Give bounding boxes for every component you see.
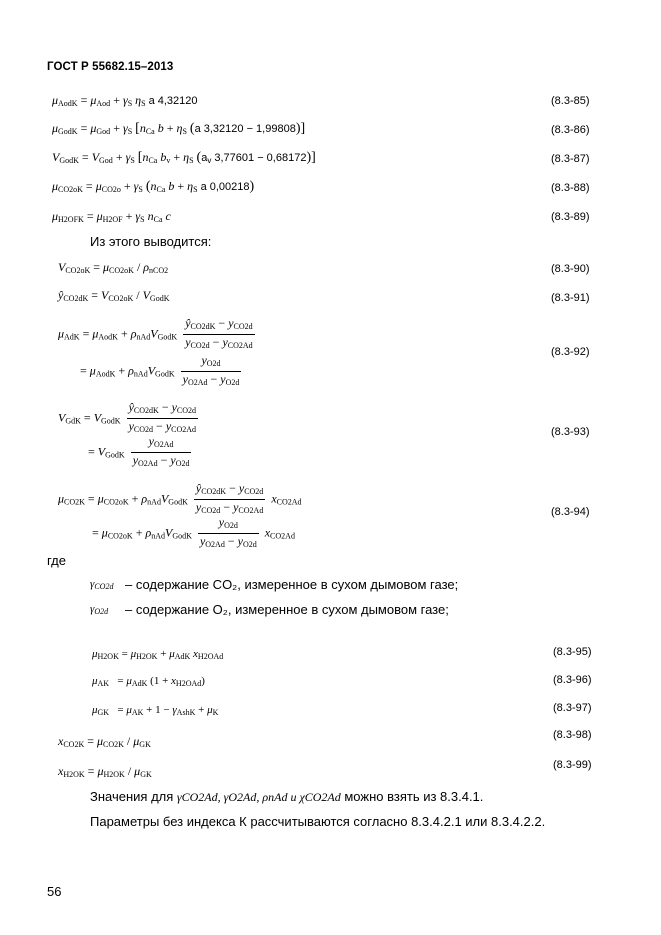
equation-number: (8.3-92) xyxy=(551,346,590,358)
equation-8-3-85: $\mu_{AodK} = \mu_{Aod} + \gamma_S$ $\eta_S$ a 4,32120 xyxy=(52,93,198,108)
values-suffix: можно взять из 8.3.4.1. xyxy=(344,789,484,804)
definition-symbol: $\gamma_{O2d}$ xyxy=(90,603,109,616)
equation-8-3-92-line2: = $\mu_{AodK} + \rho_{nAd}V_{GodK}$ $\frac{y_{O2d}}{y_{O2Ad} - y_{O2d}}$ xyxy=(80,353,240,387)
equation-8-3-93-line1: $V_{GdK} = V_{GodK}$ $\frac{ŷ_{CO2dK} - y_{CO2d}}{y_{CO2d} - y_{CO2Ad}}$ xyxy=(58,400,197,434)
equation-8-3-88: $\mu_{CO2oK} = \mu_{CO2o} + \gamma_S$ ($n_{Ca}$ $b + \eta_S$ a 0,00218) xyxy=(52,179,255,194)
equation-8-3-90: $V_{CO2oK} = \mu_{CO2oK} / \rho_{nCO2}$ xyxy=(58,260,169,275)
equation-number: (8.3-99) xyxy=(553,759,592,771)
equation-8-3-96: $\mu_{AK} = \mu_{AdK}$ $(1 + x_{H2OAd})$ xyxy=(92,675,205,688)
definition-symbol: $\gamma_{CO2d}$ xyxy=(90,578,114,591)
equation-number: (8.3-86) xyxy=(551,124,590,136)
values-prefix: Значения для xyxy=(90,789,174,804)
equation-8-3-89: $\mu_{H2OFK} = \mu_{H2OF} + \gamma_S$ $n_{Ca}$ c xyxy=(52,209,171,224)
where-label: где xyxy=(47,553,66,568)
equation-8-3-99: $x_{H2OK} = \mu_{H2OK} / \mu_{GK}$ xyxy=(58,764,152,779)
equation-number: (8.3-96) xyxy=(553,674,592,686)
definition-o2: – содержание O₂, измеренное в сухом дымовом газе; xyxy=(125,602,449,617)
equation-number: (8.3-88) xyxy=(551,182,590,194)
equation-8-3-86: $\mu_{GodK} = \mu_{God} + \gamma_S$ [$n_{Ca}$ $b + \eta_S$ (a 3,32120 − 1,99808)] xyxy=(52,121,306,136)
equation-8-3-94-line2: = $\mu_{CO2oK} + \rho_{nAd}V_{GodK}$ $\frac{y_{O2d}}{y_{O2Ad} - y_{O2d}}$ $x_{CO2Ad}$ xyxy=(92,515,295,549)
equation-number: (8.3-91) xyxy=(551,292,590,304)
equation-8-3-93-line2: = $V_{GodK}$ $\frac{y_{O2Ad}}{y_{O2Ad} - y_{O2d}}$ xyxy=(88,434,190,468)
document-header: ГОСТ Р 55682.15–2013 xyxy=(47,61,174,73)
equation-number: (8.3-87) xyxy=(551,153,590,165)
definition-co2: – содержание CO₂, измеренное в сухом дымовом газе; xyxy=(125,577,459,592)
equation-number: (8.3-90) xyxy=(551,263,590,275)
equation-8-3-95: $\mu_{H2OK} = \mu_{H2OK} + \mu_{AdK}$ $x_{H2OAd}$ xyxy=(92,648,224,661)
values-symbols: γCO2Ad, γO2Ad, ρnAd и χCO2Ad xyxy=(176,790,341,804)
equation-8-3-87: $V_{GodK} = V_{God} + \gamma_S$ [$n_{Ca}$ $b_v + \eta_S$ ($a_v$ 3,77601 − 0,68172)] xyxy=(52,150,316,165)
derived-text: Из этого выводится: xyxy=(90,234,212,249)
equation-8-3-97: $\mu_{GK} = \mu_{AK} + 1 - \gamma_{AshK} + \mu_K$ xyxy=(92,704,219,717)
equation-8-3-94-line1: $\mu_{CO2K} = \mu_{CO2oK} + \rho_{nAd}V_{GodK}$ $\frac{ŷ_{CO2dK} - y_{CO2d}}{y_{CO2d} - y_{CO2Ad}}$ $x_{CO2Ad}$ xyxy=(58,481,302,515)
equation-8-3-98: $x_{CO2K} = \mu_{CO2K} / \mu_{GK}$ xyxy=(58,734,151,749)
params-note: Параметры без индекса К рассчитываются согласно 8.3.4.2.1 или 8.3.4.2.2. xyxy=(90,814,546,829)
values-note xyxy=(90,789,483,805)
equation-number: (8.3-93) xyxy=(551,426,590,438)
equation-number: (8.3-85) xyxy=(551,95,590,107)
equation-8-3-91: $ŷ_{CO2dK} = V_{CO2oK} / V_{GodK}$ xyxy=(58,288,170,303)
equation-number: (8.3-97) xyxy=(553,702,592,714)
equation-number: (8.3-95) xyxy=(553,646,592,658)
equation-number: (8.3-89) xyxy=(551,211,590,223)
page-number: 56 xyxy=(47,884,62,899)
equation-8-3-92-line1: $\mu_{AdK} = \mu_{AodK} + \rho_{nAd}V_{GodK}$ $\frac{ŷ_{CO2dK} - y_{CO2d}}{y_{CO2d} - y_{CO2Ad}}$ xyxy=(58,316,253,350)
equation-number: (8.3-94) xyxy=(551,506,590,518)
equation-number: (8.3-98) xyxy=(553,729,592,741)
